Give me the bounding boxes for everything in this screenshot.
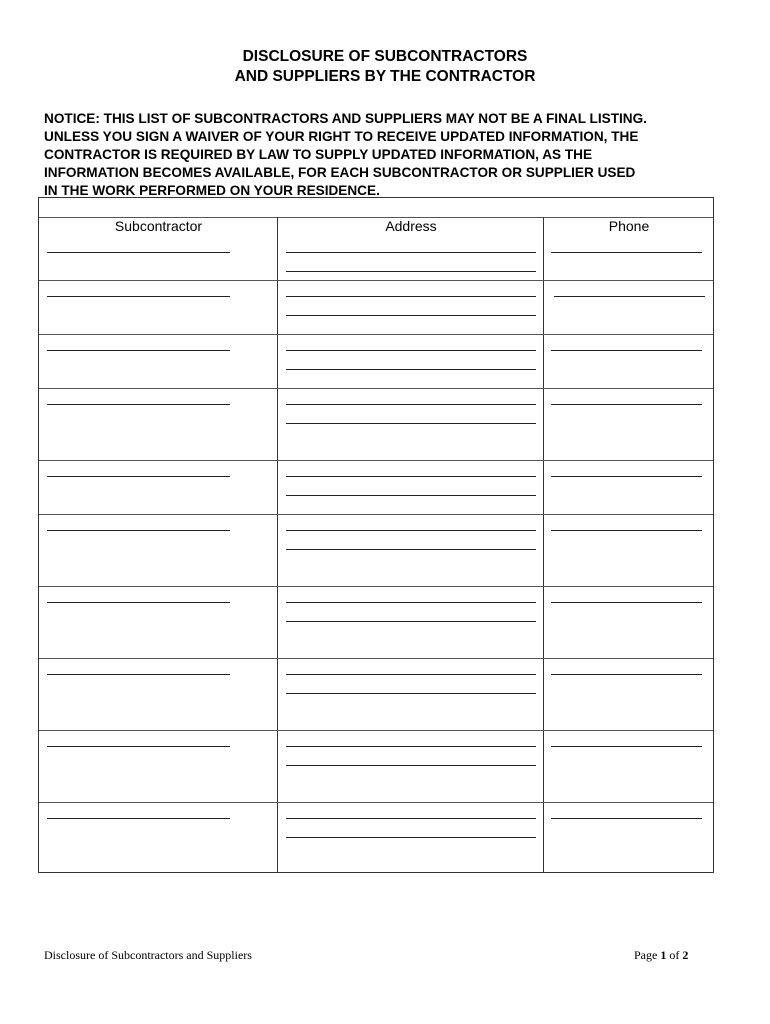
phone-field[interactable] [551,674,702,675]
address-line-2-field[interactable] [286,693,536,694]
row-divider [39,334,713,335]
address-line-1-field[interactable] [286,350,536,351]
subcontractor-field[interactable] [47,350,230,351]
page-current: 1 [660,948,667,962]
notice-line: IN THE WORK PERFORMED ON YOUR RESIDENCE. [44,183,380,198]
phone-field[interactable] [551,476,702,477]
page-of: of [666,948,683,962]
row-divider [39,460,713,461]
page-total: 2 [682,948,689,962]
phone-field[interactable] [551,404,702,405]
row-divider [39,514,713,515]
subcontractor-table [38,197,714,873]
subcontractor-field[interactable] [47,296,230,297]
row-divider [39,658,713,659]
phone-field[interactable] [551,350,702,351]
address-line-1-field[interactable] [286,530,536,531]
notice-line: CONTRACTOR IS REQUIRED BY LAW TO SUPPLY UPDATED INFORMATION, AS THE [44,147,593,162]
row-divider [39,586,713,587]
row-divider [39,802,713,803]
phone-field[interactable] [551,746,702,747]
address-line-2-field[interactable] [286,271,536,272]
notice-line: NOTICE: THIS LIST OF SUBCONTRACTORS AND SUPPLIERS MAY NOT BE A FINAL LISTING. [44,111,647,126]
address-line-1-field[interactable] [286,674,536,675]
row-divider [39,280,713,281]
subcontractor-field[interactable] [47,404,230,405]
footer-title: Disclosure of Subcontractors and Suppliers [44,948,252,962]
address-line-1-field[interactable] [286,296,536,297]
notice-line: INFORMATION BECOMES AVAILABLE, FOR EACH SUBCONTRACTOR OR SUPPLIER USED [44,165,636,180]
address-line-2-field[interactable] [286,621,536,622]
address-line-1-field[interactable] [286,602,536,603]
address-line-2-field[interactable] [286,315,536,316]
subcontractor-field[interactable] [47,530,230,531]
address-line-2-field[interactable] [286,837,536,838]
address-line-2-field[interactable] [286,549,536,550]
document-title-line-1: DISCLOSURE OF SUBCONTRACTORS [242,48,528,65]
phone-field[interactable] [551,602,702,603]
subcontractor-field[interactable] [47,818,230,819]
row-divider [39,730,713,731]
notice-text [44,110,647,200]
address-line-1-field[interactable] [286,252,536,253]
address-line-1-field[interactable] [286,404,536,405]
column-header-subcontractor: Subcontractor [114,218,203,234]
subcontractor-field[interactable] [47,602,230,603]
address-line-2-field[interactable] [286,369,536,370]
column-divider [543,217,544,872]
address-line-1-field[interactable] [286,476,536,477]
document-title-line-2: AND SUPPLIERS BY THE CONTRACTOR [234,68,536,85]
phone-field[interactable] [551,818,702,819]
notice-line: UNLESS YOU SIGN A WAIVER OF YOUR RIGHT TO RECEIVE UPDATED INFORMATION, THE [44,129,639,144]
subcontractor-field[interactable] [47,476,230,477]
column-divider [277,217,278,872]
address-line-2-field[interactable] [286,423,536,424]
address-line-1-field[interactable] [286,818,536,819]
address-line-2-field[interactable] [286,495,536,496]
subcontractor-field[interactable] [47,746,230,747]
page-label: Page [634,948,661,962]
page-number [634,948,688,963]
phone-field[interactable] [554,296,705,297]
column-header-phone: Phone [608,218,650,234]
address-line-1-field[interactable] [286,746,536,747]
subcontractor-field[interactable] [47,674,230,675]
phone-field[interactable] [551,530,702,531]
column-header-address: Address [385,218,437,234]
row-divider [39,388,713,389]
address-line-2-field[interactable] [286,765,536,766]
phone-field[interactable] [551,252,702,253]
subcontractor-field[interactable] [47,252,230,253]
